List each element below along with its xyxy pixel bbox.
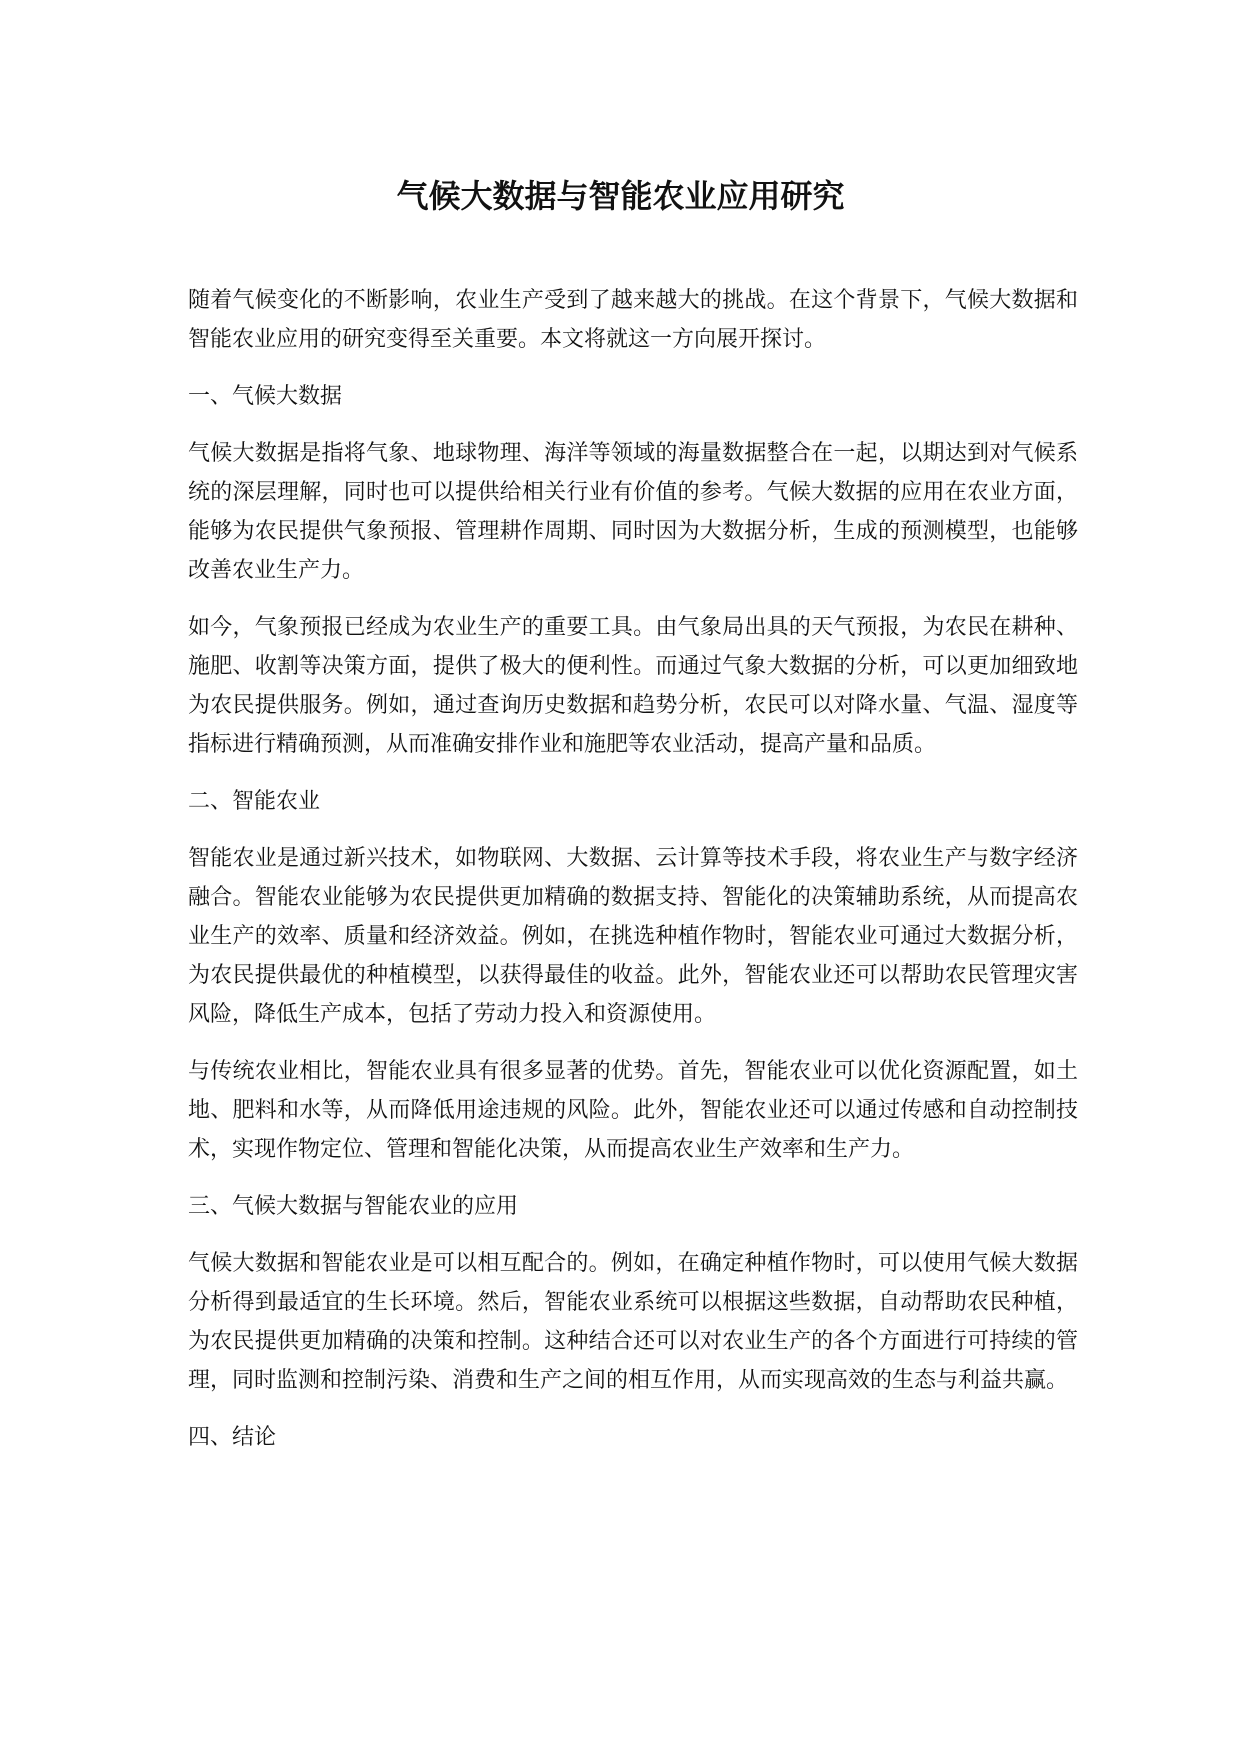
section-heading-applications: 三、气候大数据与智能农业的应用 (188, 1194, 519, 1219)
section-2-paragraph-1: 智能农业是通过新兴技术，如物联网、大数据、云计算等技术手段，将农业生产与数字经济融合。智能农业能够为农民提供更加精确的数据支持、智能化的决策辅助系统，从而提高农业生产的效率、质量和经济效益。例如，在挑选种植作物时，智能农业可通过大数据分析，为农民提供最优的种植模型，以获得最佳的收益。此外，智能农业还可以帮助农民管理灾害风险，降低生产成本，包括了劳动力投入和资源使用。 (188, 846, 1078, 1027)
section-2-paragraph-2: 与传统农业相比，智能农业具有很多显著的优势。首先，智能农业可以优化资源配置，如土地、肥料和水等，从而降低用途违规的风险。此外，智能农业还可以通过传感和自动控制技术，实现作物定位、管理和智能化决策，从而提高农业生产效率和生产力。 (188, 1059, 1078, 1162)
section-1-paragraph-2: 如今，气象预报已经成为农业生产的重要工具。由气象局出具的天气预报，为农民在耕种、施肥、收割等决策方面，提供了极大的便利性。而通过气象大数据的分析，可以更加细致地为农民提供服务。例如，通过查询历史数据和趋势分析，农民可以对降水量、气温、湿度等指标进行精确预测，从而准确安排作业和施肥等农业活动，提高产量和品质。 (188, 615, 1078, 757)
document-body (188, 281, 1078, 1475)
section-heading-smart-agriculture: 二、智能农业 (188, 789, 321, 814)
section-1-paragraph-1: 气候大数据是指将气象、地球物理、海洋等领域的海量数据整合在一起，以期达到对气候系统的深层理解，同时也可以提供给相关行业有价值的参考。气候大数据的应用在农业方面，能够为农民提供气象预报、管理耕作周期、同时因为大数据分析，生成的预测模型，也能够改善农业生产力。 (188, 441, 1078, 583)
section-heading-climate-big-data: 一、气候大数据 (188, 384, 343, 409)
intro-paragraph: 随着气候变化的不断影响，农业生产受到了越来越大的挑战。在这个背景下，气候大数据和智能农业应用的研究变得至关重要。本文将就这一方向展开探讨。 (188, 288, 1078, 352)
section-heading-conclusion: 四、结论 (188, 1425, 277, 1450)
document-title: 气候大数据与智能农业应用研究 (396, 177, 845, 215)
section-3-paragraph-1: 气候大数据和智能农业是可以相互配合的。例如，在确定种植作物时，可以使用气候大数据分析得到最适宜的生长环境。然后，智能农业系统可以根据这些数据，自动帮助农民种植，为农民提供更加精确的决策和控制。这种结合还可以对农业生产的各个方面进行可持续的管理，同时监测和控制污染、消费和生产之间的相互作用，从而实现高效的生态与利益共赢。 (188, 1251, 1078, 1393)
